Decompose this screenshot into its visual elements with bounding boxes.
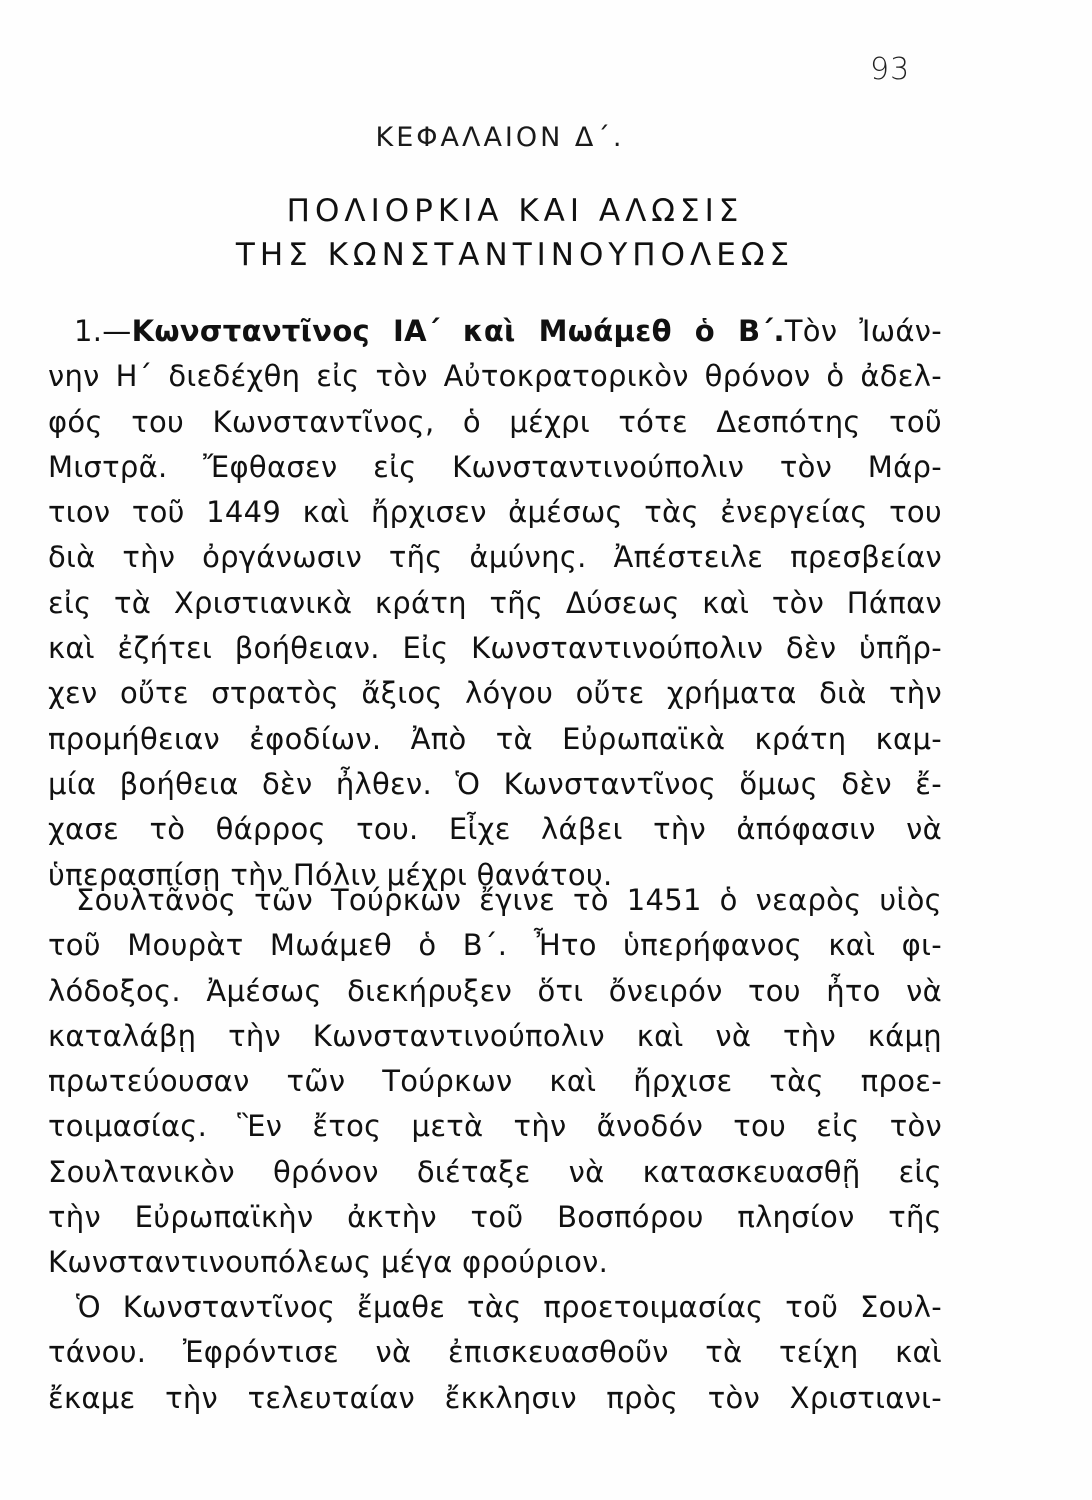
text-line: Ὁ Κωνσταντῖνος ἔμαθε τὰς προετοιμασίας τοῦ Σουλ-: [76, 1290, 942, 1324]
section-number: 1.—: [74, 314, 132, 348]
text-line: Σουλτᾶνος τῶν Τούρκων ἔγινε τὸ 1451 ὁ νεαρὸς υἱὸς: [76, 883, 942, 917]
text-line: πρωτεύουσαν τῶν Τούρκων καὶ ἤρχισε τὰς προε-: [48, 1064, 942, 1099]
text-line: ἔκαμε τὴν τελευταίαν ἔκκλησιν πρὸς τὸν Χριστιανι-: [48, 1380, 942, 1415]
text-line: χεν οὔτε στρατὸς ἄξιος λόγου οὔτε χρήματα διὰ τὴν: [48, 676, 942, 711]
text-line: διὰ τὴν ὀργάνωσιν τῆς ἀμύνης. Ἀπέστειλε πρεσβείαν: [48, 540, 942, 575]
text-line: εἰς τὰ Χριστιανικὰ κράτη τῆς Δύσεως καὶ τὸν Πάπαν: [48, 585, 942, 620]
chapter-title-line-1: ΠΟΛΙΟΡΚΙΑ ΚΑΙ ΑΛΩΣΙΣ: [286, 193, 744, 229]
text-line: καταλάβῃ τὴν Κωνσταντινούπολιν καὶ νὰ τὴν κάμῃ: [48, 1018, 942, 1053]
text-line: Σουλτανικὸν θρόνον διέταξε νὰ κατασκευασθῇ εἰς: [48, 1154, 942, 1189]
text-line: τοῦ Μουρὰτ Μωάμεθ ὁ Β΄. Ἦτο ὑπερήφανος καὶ φι-: [48, 928, 942, 963]
section-first-line-text: Τὸν Ἰωάν-: [784, 314, 943, 348]
text-line: λόδοξος. Ἀμέσως διεκήρυξεν ὅτι ὄνειρόν του ἦτο νὰ: [48, 973, 942, 1008]
text-line: ὑπερασπίσῃ τὴν Πόλιν μέχρι θανάτου.: [48, 857, 613, 892]
text-line: μία βοήθεια δὲν ἦλθεν. Ὁ Κωνσταντῖνος ὅμως δὲν ἔ-: [48, 766, 942, 801]
text-line: χασε τὸ θάρρος του. Εἶχε λάβει τὴν ἀπόφασιν νὰ: [48, 812, 942, 847]
section-1-first-line: [48, 309, 942, 354]
paragraph-3: [48, 1285, 942, 1421]
page-number: 93: [870, 52, 911, 87]
section-heading: Κωνσταντῖνος ΙΑ΄ καὶ Μωάμεθ ὁ Β΄.: [131, 314, 785, 348]
text-line: Κωνσταντινουπόλεως μέγα φρούριον.: [48, 1245, 609, 1280]
text-line: φός του Κωνσταντῖνος, ὁ μέχρι τότε Δεσπότης τοῦ: [48, 404, 942, 439]
text-line: προμήθειαν ἐφοδίων. Ἀπὸ τὰ Εὐρωπαϊκὰ κράτη καμ-: [48, 721, 942, 756]
paragraph-2: [48, 878, 942, 1286]
text-line: νην Η΄ διεδέχθη εἰς τὸν Αὐτοκρατορικὸν θρόνον ὁ ἀδελ-: [48, 359, 942, 394]
text-line: καὶ ἐζήτει βοήθειαν. Εἰς Κωνσταντινούπολιν δὲν ὑπῆρ-: [48, 631, 942, 666]
chapter-title-line-2: ΤΗΣ ΚΩΝΣΤΑΝΤΙΝΟΥΠΟΛΕΩΣ: [235, 237, 795, 273]
text-line: τὴν Εὐρωπαϊκὴν ἀκτὴν τοῦ Βοσπόρου πλησίον τῆς: [48, 1200, 942, 1235]
section-1: [48, 309, 942, 898]
text-line: τάνου. Ἐφρόντισε νὰ ἐπισκευασθοῦν τὰ τείχη καὶ: [48, 1335, 942, 1370]
chapter-heading: ΚΕΦΑΛΑΙΟΝ Δ΄.: [375, 122, 625, 153]
text-line: Μιστρᾶ. Ἔφθασεν εἰς Κωνσταντινούπολιν τὸν Μάρ-: [48, 449, 942, 484]
text-line: τιον τοῦ 1449 καὶ ἤρχισεν ἀμέσως τὰς ἐνεργείας του: [48, 495, 942, 530]
text-line: τοιμασίας. Ἓν ἔτος μετὰ τὴν ἄνοδόν του εἰς τὸν: [48, 1109, 942, 1144]
